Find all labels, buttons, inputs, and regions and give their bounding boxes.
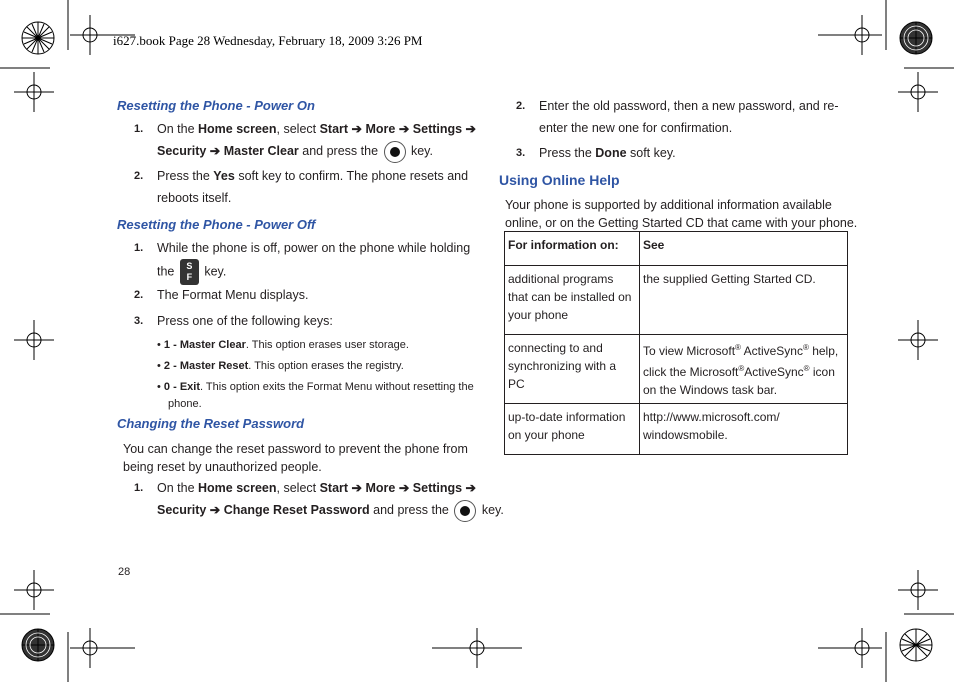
table-cell: additional programs that can be installed on your phone xyxy=(505,266,640,335)
section-title-reset-password: Changing the Reset Password xyxy=(117,416,305,431)
bold-text: 0 - Exit xyxy=(163,381,200,393)
step-right-2 xyxy=(516,95,846,139)
step-number: 1. xyxy=(134,242,144,254)
step-number: 3. xyxy=(516,147,526,159)
table-row xyxy=(505,266,848,335)
step-text: Press one of the following keys: xyxy=(157,314,333,328)
text: soft key to confirm. The phone resets and xyxy=(234,169,469,183)
paragraph-line2: being reset by unauthorized people. xyxy=(123,460,322,474)
step-power-on-1 xyxy=(134,118,477,162)
registration-mark-bottom-right xyxy=(900,629,932,661)
bold-text: Yes xyxy=(213,169,235,183)
paragraph-line2: online, or on the Getting Started CD that came with your phone. xyxy=(505,216,858,230)
paragraph-line1: You can change the reset password to prevent the phone from xyxy=(123,442,468,456)
text: icon on the Windows task bar. xyxy=(643,365,835,397)
text: On the xyxy=(157,481,198,495)
text: Press the xyxy=(539,146,596,160)
step-text xyxy=(157,477,476,499)
table-cell: the supplied Getting Started CD. xyxy=(640,266,848,335)
text: ActiveSync xyxy=(740,344,803,358)
registration-mark-bottom-left xyxy=(22,629,54,661)
registration-mark-top-left xyxy=(22,22,54,54)
step-text-line2 xyxy=(157,140,433,163)
table-header-row xyxy=(505,232,848,266)
info-table xyxy=(504,231,848,455)
text: ActiveSync xyxy=(744,365,804,379)
step-text: While the phone is off, power on the phone while holding xyxy=(157,241,471,255)
step-text-line2: reboots itself. xyxy=(157,191,232,205)
step-text: Enter the old password, then a new password, and re- xyxy=(539,99,839,113)
bold-text: 2 - Master Reset xyxy=(163,360,249,372)
text: and press the xyxy=(298,144,382,158)
text: , select xyxy=(276,481,320,495)
text: . This option erases user storage. xyxy=(245,339,409,351)
step-text xyxy=(157,165,468,187)
ok-key-icon xyxy=(384,141,406,163)
registered-mark: ® xyxy=(735,343,741,352)
page-number: 28 xyxy=(118,566,131,578)
bold-text: Home screen xyxy=(198,122,277,136)
step-right-3 xyxy=(516,142,846,164)
text: and press the xyxy=(369,503,453,517)
table-cell: http://www.microsoft.com/ windowsmobile. xyxy=(640,404,848,455)
text: key. xyxy=(200,264,227,279)
step-number: 2. xyxy=(134,170,144,182)
step-number: 3. xyxy=(134,315,144,327)
bold-text: Security ➔ Change Reset Password xyxy=(157,503,370,517)
bullet-master-reset: • 2 - Master Reset. This option erases the registry. xyxy=(157,360,404,372)
table-row xyxy=(505,335,848,404)
registered-mark: ® xyxy=(802,343,809,352)
text: , select xyxy=(276,122,320,136)
text: help, click the Microsoft xyxy=(643,344,839,379)
sf-key-icon xyxy=(180,259,199,285)
step-text-line2: enter the new one for confirmation. xyxy=(539,121,733,135)
section-title-power-off: Resetting the Phone - Power Off xyxy=(117,217,316,232)
bold-text: Done xyxy=(595,146,627,160)
bold-text: Security ➔ Master Clear xyxy=(157,144,299,158)
ok-key-icon xyxy=(454,500,476,522)
bullet-exit-line2: phone. xyxy=(168,398,202,410)
step-number: 1. xyxy=(134,482,144,494)
section-title-power-on: Resetting the Phone - Power On xyxy=(117,98,315,113)
key-letter: F xyxy=(186,272,193,282)
step-power-on-2 xyxy=(134,165,474,209)
table-cell: connecting to and synchronizing with a PC xyxy=(505,335,640,404)
text: Press the xyxy=(157,169,214,183)
step-text: The Format Menu displays. xyxy=(157,288,309,302)
step-text xyxy=(539,142,676,164)
bold-text: Start ➔ More ➔ Settings ➔ xyxy=(319,481,477,495)
bullet-exit: • 0 - Exit. This option exits the Format Menu without resetting the xyxy=(157,381,474,393)
text: . This option exits the Format Menu without resetting the xyxy=(200,381,474,393)
bold-text: Home screen xyxy=(198,481,277,495)
text: the xyxy=(157,264,178,279)
paragraph-line1: Your phone is supported by additional information available xyxy=(505,198,832,212)
step-number: 2. xyxy=(516,100,526,112)
registered-mark: ® xyxy=(738,364,745,373)
text: soft key. xyxy=(626,146,676,160)
step-power-off-3 xyxy=(134,310,474,332)
table-header-cell xyxy=(505,232,640,266)
book-header: i627.book Page 28 Wednesday, February 18, 2009 3:26 PM xyxy=(113,33,423,48)
step-text xyxy=(157,118,476,140)
text: . This option erases the registry. xyxy=(248,360,404,372)
text: key. xyxy=(407,144,433,158)
bullet-master-clear: • 1 - Master Clear. This option erases user storage. xyxy=(157,339,409,351)
bold-text: Start ➔ More ➔ Settings ➔ xyxy=(319,122,477,136)
text: key. xyxy=(478,503,504,517)
step-power-off-2 xyxy=(134,284,474,306)
table-cell: up-to-date information on your phone xyxy=(505,404,640,455)
key-letter: S xyxy=(186,261,193,271)
step-number: 2. xyxy=(134,289,144,301)
registered-mark: ® xyxy=(803,364,810,373)
table-cell xyxy=(640,335,848,404)
step-reset-password-1 xyxy=(134,477,504,521)
step-power-off-1 xyxy=(134,237,474,281)
table-header-cell xyxy=(640,232,848,266)
heading-online-help: Using Online Help xyxy=(499,172,620,188)
step-text-line2 xyxy=(157,259,226,285)
bold-text: For information on: xyxy=(508,238,619,252)
step-text-line2 xyxy=(157,499,504,522)
text: On the xyxy=(157,122,198,136)
bold-text: See xyxy=(643,238,665,252)
table-row xyxy=(505,404,848,455)
registration-mark-top-right xyxy=(900,22,932,54)
step-number: 1. xyxy=(134,123,144,135)
bold-text: 1 - Master Clear xyxy=(163,339,246,351)
text: To view Microsoft xyxy=(643,344,736,358)
